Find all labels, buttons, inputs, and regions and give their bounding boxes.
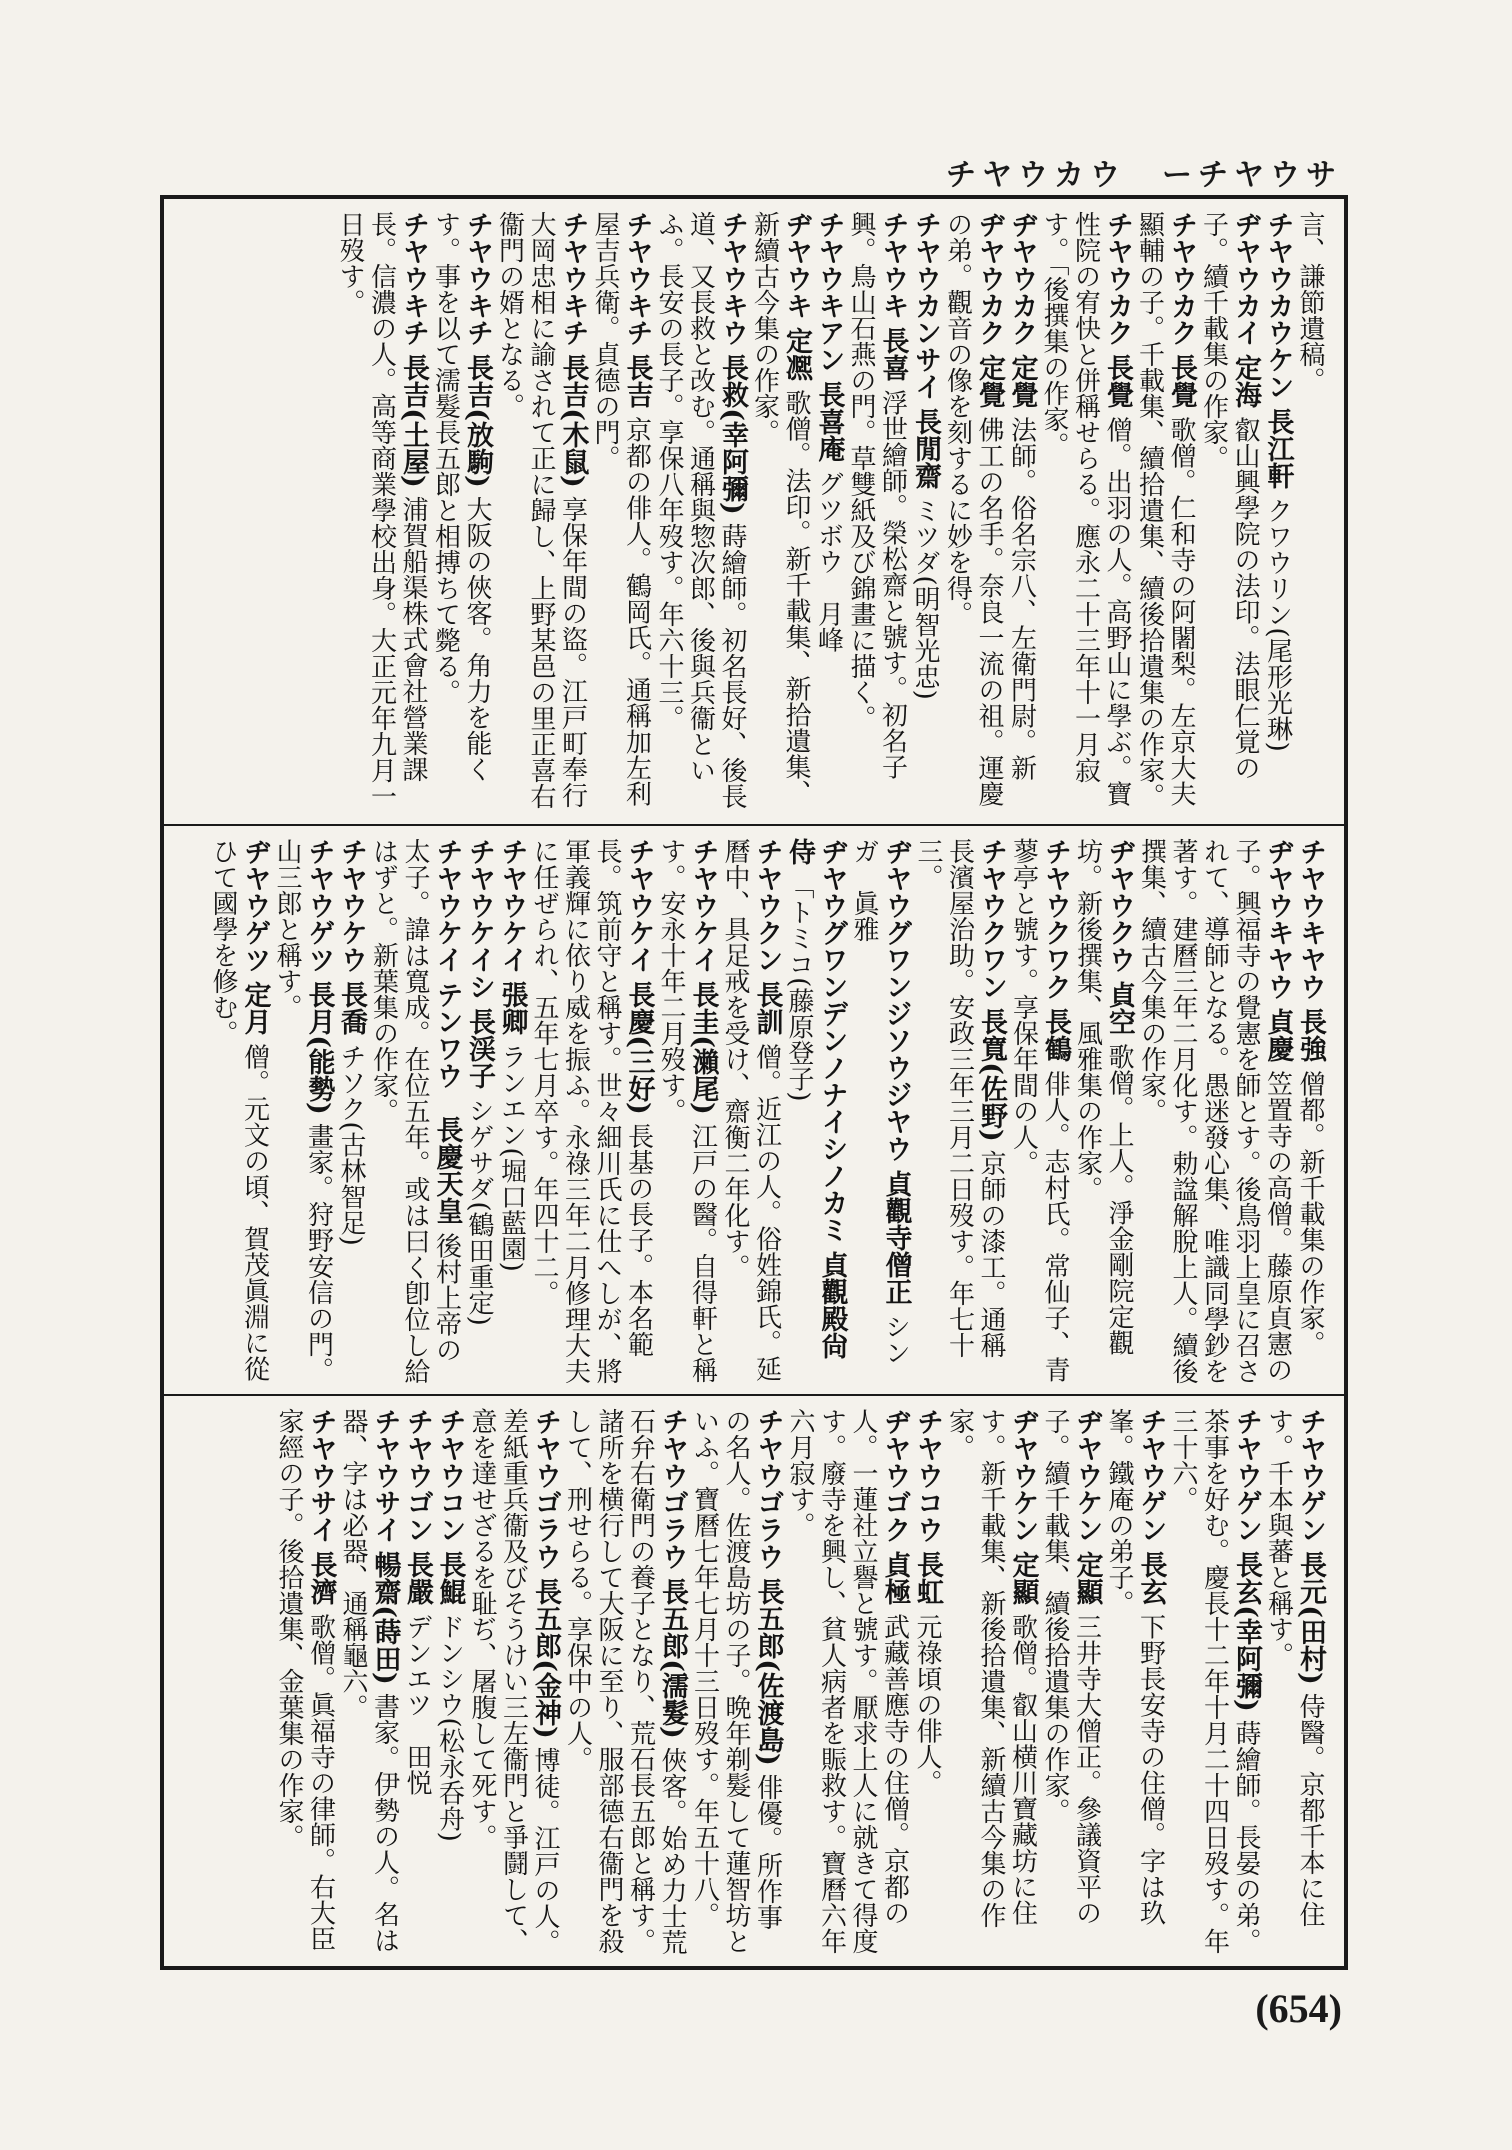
entry-reading: チヤウキアン (813, 211, 845, 373)
entry-reading: チヤウサイ (369, 1408, 401, 1543)
entry-reading: チヤウキチ (621, 211, 653, 346)
entry-reading: ヂヤウキヤウ (1262, 838, 1294, 1000)
entry-description: 武藏善應寺の住僧。京都の人。一蓮社立譽と號す。厭求上人に就きて得度す。廢寺を興し、貧人病者を賑救す。寶曆六年六月寂す。 (785, 1408, 910, 1954)
dictionary-entry (748, 211, 812, 814)
dictionary-entry (845, 211, 909, 814)
entry-reading: チヤウゲン (1231, 1408, 1262, 1543)
entry-headword: 長寬(佐野) (976, 1008, 1007, 1142)
entry-description: 京師の漆工。通稱長濱屋治助。安政三年三月二日歿す。年七十三。 (913, 838, 1006, 1359)
entry-headword: 長覺 (1102, 354, 1133, 409)
entry-description: 享保年間の盜。江戸町奉行大岡忠相に諭されて正に歸し、上野某邑の里正喜右衞門の婿となる。 (494, 211, 588, 809)
entry-reading: ヂヤウクウ (1104, 838, 1135, 973)
dictionary-entry (1039, 1408, 1103, 1956)
entry-description: 僧。近江の人。俗姓錦氏。延曆中、具足戒を受け、齋衡二年化す。 (720, 838, 782, 1382)
entry-reading: チヤウゲン (1135, 1408, 1167, 1543)
dictionary-entry (1261, 211, 1294, 814)
dictionary-entry (1007, 838, 1071, 1384)
entry-description: 僧。元文の頃、賀茂眞淵に從ひて國學を修む。 (208, 838, 270, 1382)
entry-headword: 長圭(瀨尾) (687, 981, 719, 1115)
dictionary-entry (433, 1408, 466, 1956)
entry-headword: 定覺 (1006, 354, 1038, 409)
entry-headword: 長閒齋 (910, 408, 941, 490)
entry-description: 蒔繪師。長晏の弟。茶事を好む。慶長十二年十月二十四日歿す。年三十六。 (1168, 1408, 1261, 1955)
entry-description: デンエツ 田悦 (402, 1613, 432, 1796)
dictionary-entry (653, 211, 749, 814)
entry-description: 笠置寺の高僧。藤原貞憲の子。興福寺の覺憲を師とす。後鳥羽上皇に召されて、導師となる。愚迷發心集、唯識同學鈔を著す。建曆三年二月化す。勅諡解脫上人。續後撰集、續古今集の作家。 (1136, 838, 1293, 1384)
entry-description: 歌僧。法印。新千載集、新拾遺集、新續古今集の作家。 (749, 211, 811, 806)
entry-reading: チヤウケイ (687, 838, 719, 973)
entry-reading: チヤウケイ (431, 838, 463, 973)
entry-headword: 長五郎(濡髮) (657, 1578, 688, 1739)
entry-reading: チヤウキウ (717, 211, 748, 346)
dictionary-entry (943, 1408, 1039, 1956)
entry-description: 下野長安寺の住僧。字は玖峯。鐵庵の弟子。 (1104, 1408, 1166, 1926)
entry-reading: ヂヤウカク (1006, 211, 1038, 346)
entry-headword: 定顯 (1071, 1551, 1103, 1606)
entry-description: 京都の俳人。鶴岡氏。通稱加左利屋吉兵衛。貞德の門。 (590, 211, 652, 807)
entry-description: ミツダ(明智光忠) (910, 497, 940, 700)
entry-reading: ヂヤウゲツ (239, 838, 271, 973)
entry-description: 「トミコ(藤原登子) (784, 873, 814, 1102)
entry-reading: ヂヤウケン (1071, 1408, 1103, 1543)
entry-headword: 長吉(木鼠) (557, 354, 589, 488)
entry-headword: 張卿 (496, 981, 528, 1036)
dictionary-entry (273, 1408, 337, 1956)
entry-headword: 長玄(幸阿彌) (1231, 1551, 1262, 1712)
dictionary-entry (1135, 838, 1294, 1384)
dictionary-entry (911, 1408, 944, 1956)
running-head: チヤウカウ ーチヤウサ (946, 158, 1342, 193)
entry-reading: チヤウカク (1102, 211, 1133, 346)
entry-reading: チヤウクン (751, 838, 783, 973)
entry-reading: チヤウキチ (557, 211, 589, 346)
entry-reading: チヤウキチ (398, 211, 429, 346)
dictionary-entry (367, 838, 463, 1384)
entry-description: クワウリン(尾形光琳) (1262, 497, 1293, 752)
entry-headword: 定顯 (1007, 1551, 1039, 1606)
dictionary-entry (655, 838, 719, 1384)
entry-reading: ヂヤウキ (781, 211, 812, 319)
entry-headword: 長鶴 (1040, 1008, 1071, 1063)
entry-reading: チヤウコン (434, 1408, 466, 1543)
entry-reading: ヂヤウグワンジソウジヤウ (880, 838, 912, 1162)
entry-reading: チヤウケウ (336, 838, 367, 973)
entry-reading: チヤウキヤウ (1295, 838, 1326, 1000)
dictionary-entry (337, 1408, 401, 1956)
entry-headword: 長喜庵 (813, 381, 845, 463)
entry-description: チソク(古林智足) (336, 1043, 366, 1246)
entry-headword: 長江軒 (1262, 408, 1294, 490)
entry-reading: チヤウカウケン (1262, 211, 1294, 400)
entry-description: 法師。俗名宗八、左衛門尉。新 (1006, 416, 1037, 781)
entry-description: シゲサダ(鶴田重定) (464, 1097, 494, 1326)
dictionary-entry (1103, 1408, 1167, 1956)
dictionary-entry (493, 211, 589, 814)
entry-headword: 長鯤 (434, 1551, 466, 1606)
entry-headword: 長虹 (912, 1551, 943, 1606)
entry-reading: ヂヤウカク (974, 211, 1005, 346)
entry-headword: 長訓 (751, 981, 783, 1036)
entry-reading: ヂヤウゴク (879, 1408, 911, 1543)
entry-headword: 長五郎(金神) (530, 1578, 561, 1739)
entry-headword: 長渓子 (464, 1008, 495, 1090)
entry-reading: ヂヤウケン (1007, 1408, 1039, 1543)
entry-headword: 長吉(土屋) (398, 354, 429, 488)
entry-headword: 定覺 (974, 354, 1005, 409)
entry-reading: チヤウゴラウ (752, 1408, 784, 1570)
dictionary-frame (160, 195, 1348, 1970)
entry-description: 三井寺大僧正。參議資平の子。續千載集、續後拾遺集の作家。 (1040, 1408, 1102, 1926)
entry-description: 書家。伊勢の人。名は器、字は必器、通稱龜六。 (338, 1408, 400, 1954)
entry-description: 俳人。志村氏。常仙子、青蓼亭と號す。享保年間の人。 (1008, 838, 1070, 1383)
entry-reading: チヤウケイ (496, 838, 528, 973)
entry-reading: チヤウキチ (462, 211, 493, 346)
dictionary-entry (1038, 211, 1134, 814)
entry-headword: 長月(能勢) (303, 981, 335, 1115)
entry-headword: 長吉(放駒) (462, 354, 493, 488)
entry-reading: チヤウカク (1166, 211, 1197, 346)
entry-description: 言、謙節遺稿。 (1295, 211, 1325, 393)
entry-headword: 長覺 (1166, 354, 1197, 409)
dictionary-entry (429, 211, 493, 814)
dictionary-entry (495, 838, 528, 1384)
entry-description: 僧。出羽の人。高野山に學ぶ。寶性院の宥快と併稱せらる。應永二十三年十一月寂す。「後撰集の作家。 (1039, 211, 1132, 807)
dictionary-entry (401, 1408, 434, 1956)
entry-description: 叡山興學院の法印。法眼仁覚の子。續千載集の作家。 (1198, 211, 1260, 781)
entry-reading: チヤウサイ (305, 1408, 337, 1543)
entry-headword: 貞慶 (1262, 1008, 1294, 1063)
entry-headword: 長吉 (621, 354, 653, 409)
entry-description: 博徒。江戸の人。差紙重兵衞及びそうけい三左衞門と爭鬪して、意を達せざるを耻ぢ、屠腹して死す。 (467, 1408, 560, 1956)
entry-headword: 長慶(三好) (623, 981, 655, 1115)
entry-description: 元祿頃の俳人。 (912, 1613, 942, 1796)
entry-description: 歌僧。叡山横川寶藏坊に住す。新千載集、新後拾遺集、新續古今集の作家。 (944, 1408, 1038, 1928)
dictionary-entry (1294, 211, 1327, 814)
entry-headword: 貞觀寺僧正 (880, 1170, 912, 1306)
entry-description: ドンシウ(松永呑舟) (434, 1613, 465, 1842)
dictionary-entry (909, 211, 942, 814)
entry-reading: チヤウゲン (1295, 1408, 1326, 1543)
dictionary-entry (589, 211, 653, 814)
dictionary-entry (688, 1408, 784, 1956)
tier-bottom (164, 1394, 1344, 1966)
entry-description: 浮世繪師。榮松齋と號す。初名子興。鳥山石燕の門。草雙紙及び錦畫に描く。 (846, 211, 908, 780)
entry-reading: チヤウカンサイ (910, 211, 941, 400)
entry-reading: チヤウコウ (912, 1408, 943, 1543)
entry-description: 歌僧。眞福寺の律師。右大臣家經の子。後拾遺集、金葉集の作家。 (274, 1408, 336, 1952)
page-number: (654) (1255, 1986, 1342, 2031)
entry-description: 侍醫。京都千本に住す。千本與蕃と稱す。 (1263, 1408, 1325, 1928)
dictionary-entry (528, 838, 655, 1384)
entry-reading: チヤウケイシ (464, 838, 495, 1000)
dictionary-entry (912, 838, 1008, 1384)
entry-description: 後村上帝の太子。諱は寬成。在位五年。或は曰く卽位し給はずと。新葉集の作家。 (368, 838, 462, 1384)
entry-reading: ヂヤウカイ (1230, 211, 1261, 346)
dictionary-entry (941, 211, 1005, 814)
dictionary-entry (561, 1408, 688, 1956)
entry-description: 浦賀船渠株式會社營業課長。信濃の人。高等商業學校出身。大正元年九月一日歿す。 (335, 211, 428, 809)
entry-description: 蒔繪師。初名長好、後長道、又長救と改む。通稱與惣次郎、後與兵衞といふ。長安の長子。享保八年歿す。年六十三。 (654, 211, 747, 810)
entry-description: 歌僧。上人。淨金剛院定觀坊。新後撰集、風雅集の作家。 (1072, 838, 1134, 1356)
entry-description: ランエン(堀口藍園) (496, 1043, 527, 1272)
dictionary-entry (1197, 211, 1261, 814)
dictionary-entry (784, 1408, 911, 1956)
entry-description: 俠客。始め力士荒石弁右衛門の養子となり、荒石長五郎と稱す。諸所を横行して大阪に至り、服部德右衞門を殺して、刑せらる。享保中の人。 (562, 1408, 687, 1956)
entry-description: 佛工の名手。奈良一流の祖。運慶の弟。觀音の像を刻するに妙を得。 (942, 211, 1004, 807)
entry-description: シンガ 眞雅 (849, 838, 911, 1366)
dictionary-entry (812, 211, 845, 814)
entry-reading: ヂヤウグワンデンノナイシノカミ (816, 838, 848, 1243)
entry-headword: 定海 (1230, 354, 1261, 409)
dictionary-entry (1071, 838, 1135, 1384)
entry-headword: 長嚴 (402, 1551, 433, 1606)
dictionary-entry (207, 838, 271, 1384)
entry-headword: 長濟 (305, 1551, 337, 1606)
entry-description: 畫家。狩野安信の門。山三郎と稱す。 (272, 838, 334, 1384)
entry-headword: 長元(田村) (1295, 1551, 1326, 1685)
dictionary-entry (1294, 838, 1327, 1384)
dictionary-entry (719, 838, 783, 1384)
entry-description: 大阪の俠客。角力を能くす。事を以て濡髮長五郎と相搏ちて斃る。 (430, 211, 492, 783)
entry-description: 長基の長子。本名範長。筑前守と稱す。世々細川氏に仕へしが、將軍義輝に依り威を振ふ。永祿三年二月修理大夫に任ぜられ、五年七月卒す。年四十二。 (529, 838, 654, 1384)
entry-reading: チヤウクワン (976, 838, 1007, 1000)
entry-reading: チヤウゴン (402, 1408, 433, 1543)
entry-headword: 貞極 (879, 1551, 911, 1606)
entry-headword: 暢齋(蒔田) (369, 1551, 401, 1685)
entry-headword: 貞觀殿尙侍 (784, 838, 848, 1360)
entry-reading: チヤウゲツ (303, 838, 335, 973)
entry-headword: 長五郎(佐渡島) (752, 1578, 784, 1766)
entry-description: 俳優。所作事の名人。佐渡島坊の子。晩年剃髮して蓮智坊といふ。寶曆七年七月十三日歿す。年五十八。 (689, 1408, 783, 1954)
entry-description: 僧都。新千載集の作家。 (1295, 1070, 1325, 1357)
entry-reading: チヤウゴラウ (657, 1408, 688, 1570)
tier-top (164, 199, 1344, 824)
entry-description: グツボウ 月峰 (813, 470, 844, 653)
dictionary-entry (1005, 211, 1038, 814)
entry-headword: 貞空 (1104, 981, 1135, 1036)
entry-headword: 長救(幸阿彌) (717, 354, 748, 515)
entry-headword: 定凞 (781, 327, 812, 382)
dictionary-entry (1262, 1408, 1326, 1956)
entry-reading: チヤウクワク (1040, 838, 1071, 1000)
dictionary-entry (271, 838, 335, 1384)
entry-reading: チヤウゴラウ (530, 1408, 561, 1570)
entry-description: 江戸の醫。自得軒と稱す。安永十年二月歿す。 (656, 838, 718, 1384)
entry-headword: 長喜 (877, 327, 909, 382)
dictionary-entry (783, 838, 848, 1384)
entry-headword: 長強 (1295, 1008, 1326, 1063)
entry-reading: チヤウケイ (623, 838, 655, 973)
entry-headword: テンワウ 長慶天皇 (431, 981, 463, 1225)
dictionary-entry (334, 211, 430, 814)
tier-middle (164, 824, 1344, 1394)
dictionary-entry (463, 838, 496, 1384)
entry-headword: 長玄 (1135, 1551, 1167, 1606)
dictionary-entry (466, 1408, 562, 1956)
dictionary-entry (335, 838, 368, 1384)
dictionary-entry (1167, 1408, 1263, 1956)
dictionary-entry (1133, 211, 1197, 814)
entry-description: 歌僧。仁和寺の阿闍梨。左京大夫顯輔の子。千載集、續拾遺集、續後拾遺集の作家。 (1134, 211, 1196, 809)
entry-reading: チヤウキ (877, 211, 909, 319)
dictionary-entry (848, 838, 912, 1384)
entry-headword: 定月 (239, 981, 271, 1036)
entry-headword: 長喬 (336, 981, 367, 1036)
